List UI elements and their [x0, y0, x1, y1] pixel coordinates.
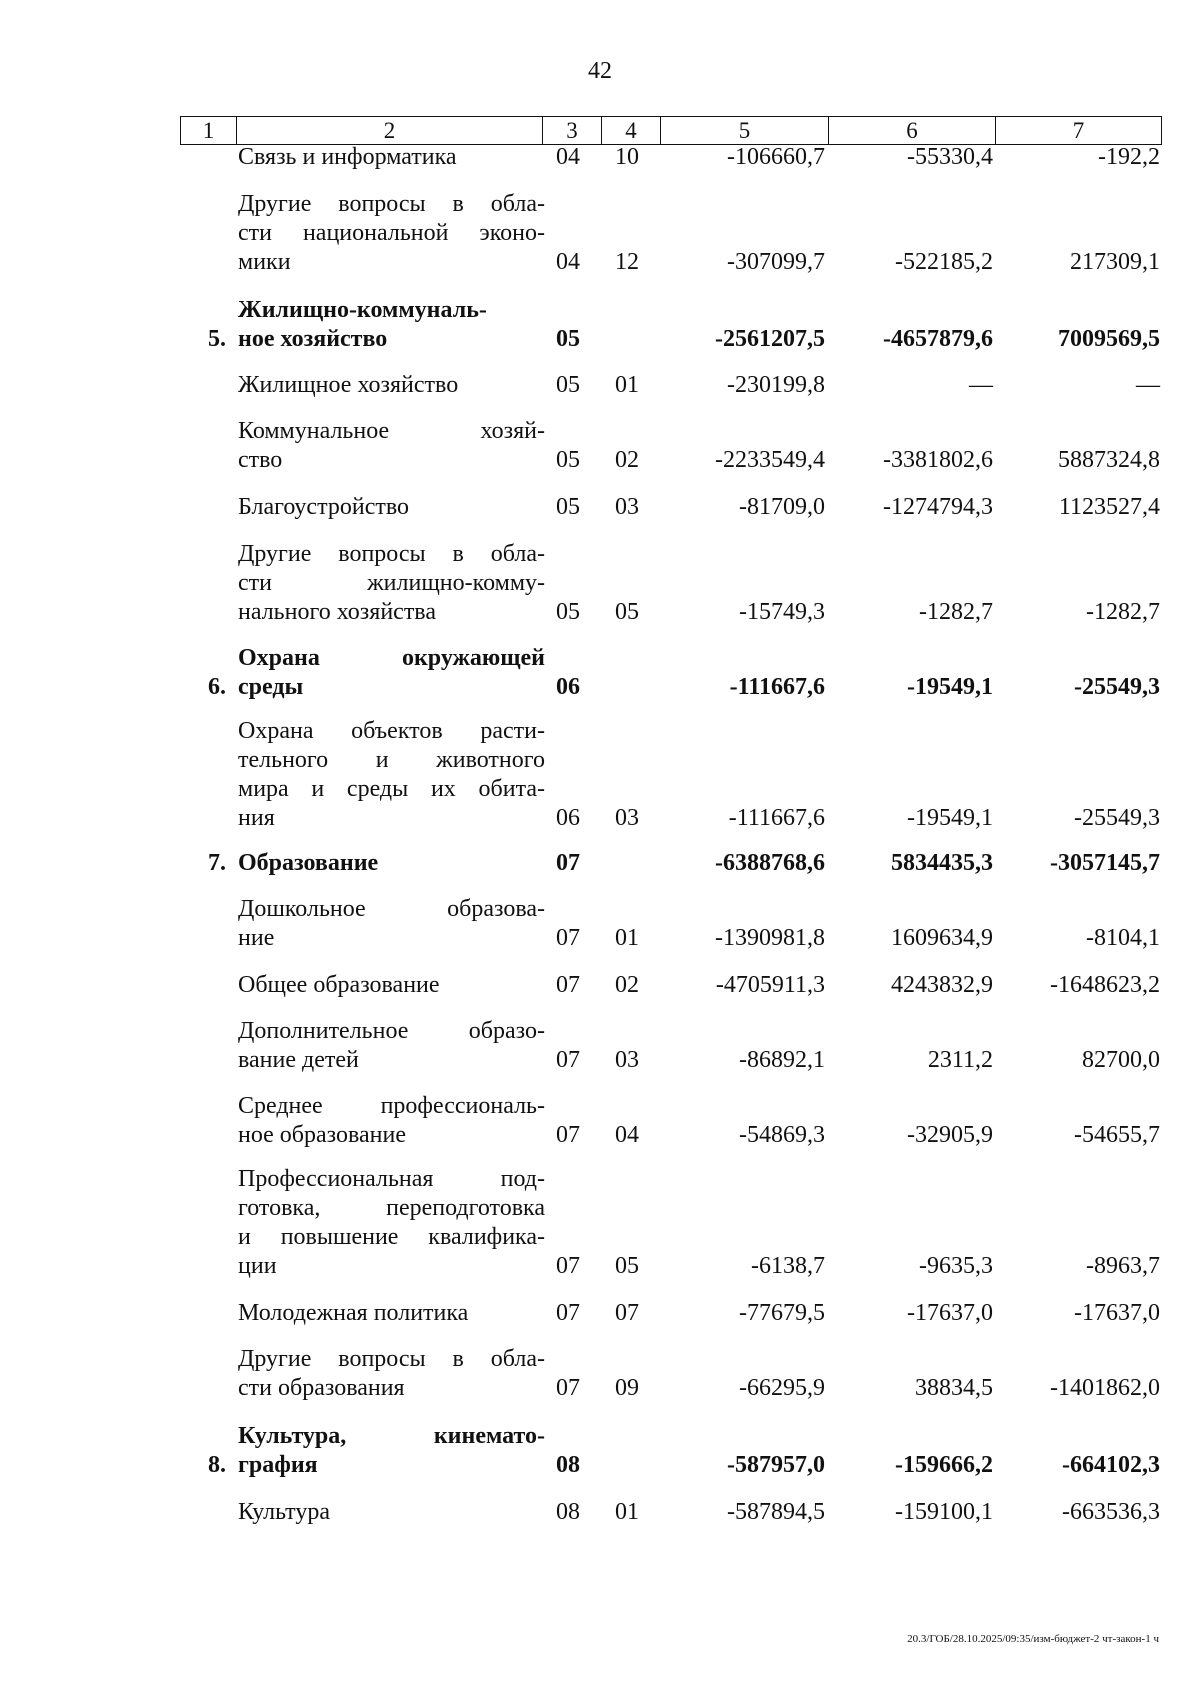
value-col-7: -664102,3: [1062, 1452, 1160, 1478]
column-header-row: [180, 116, 1162, 145]
section-code: 07: [556, 925, 580, 951]
row-name-line: Культура: [238, 1499, 330, 1525]
section-code: 08: [556, 1499, 580, 1525]
row-name: [238, 143, 545, 172]
value-col-6: 5834435,3: [891, 850, 993, 876]
subsection-code: 05: [615, 1253, 639, 1279]
value-col-7: —: [1136, 372, 1160, 398]
row-name-line: ния: [238, 805, 275, 831]
row-name-line: мики: [238, 249, 291, 275]
value-col-7: 217309,1: [1070, 249, 1160, 275]
section-number: 8.: [208, 1452, 226, 1478]
value-col-6: -9635,3: [919, 1253, 993, 1279]
column-header-5: 5: [661, 117, 829, 145]
table-row: [0, 371, 1200, 400]
column-header-2: 2: [237, 117, 543, 145]
table-row: [0, 1498, 1200, 1527]
table-row: [0, 417, 1200, 475]
value-col-6: -1274794,3: [883, 494, 993, 520]
value-col-5: -77679,5: [739, 1300, 825, 1326]
subsection-code: 12: [615, 249, 639, 275]
value-col-5: -1390981,8: [715, 925, 825, 951]
row-name: [238, 644, 545, 702]
footer-document-code: 20.3/ГОБ/28.10.2025/09:35/изм-бюджет-2 чт-закон-1 ч: [907, 1633, 1159, 1645]
section-row: [0, 849, 1200, 878]
table-row: [0, 895, 1200, 953]
column-header-3: 3: [543, 117, 602, 145]
row-name: [238, 417, 545, 475]
row-name: [238, 296, 545, 354]
value-col-5: -6138,7: [751, 1253, 825, 1279]
section-code: 05: [556, 372, 580, 398]
row-name-line: нального хозяйства: [238, 599, 436, 625]
row-name: [238, 371, 545, 400]
value-col-7: 82700,0: [1082, 1047, 1160, 1073]
value-col-5: -2233549,4: [715, 447, 825, 473]
row-name: [238, 1165, 545, 1281]
subsection-code: 03: [615, 1047, 639, 1073]
section-row: [0, 296, 1200, 354]
value-col-5: -86892,1: [739, 1047, 825, 1073]
column-header-1: 1: [181, 117, 237, 145]
value-col-6: -19549,1: [907, 674, 993, 700]
row-name-line: сти жилищно-комму-: [238, 570, 545, 596]
row-name-line: Общее образование: [238, 972, 440, 998]
value-col-6: -17637,0: [907, 1300, 993, 1326]
table-row: [0, 1092, 1200, 1150]
value-col-5: -587894,5: [727, 1499, 825, 1525]
row-name-line: сти образования: [238, 1375, 405, 1401]
value-col-5: -81709,0: [739, 494, 825, 520]
row-name-line: Культура, кинемато-: [238, 1423, 545, 1449]
section-row: [0, 1422, 1200, 1480]
row-name: [238, 1017, 545, 1075]
subsection-code: 04: [615, 1122, 639, 1148]
row-name-line: Жилищное хозяйство: [238, 372, 459, 398]
table-row: [0, 190, 1200, 277]
value-col-5: -111667,6: [729, 674, 825, 700]
row-name-line: Профессиональная под-: [238, 1166, 545, 1192]
table-row: [0, 717, 1200, 833]
section-code: 05: [556, 494, 580, 520]
subsection-code: 01: [615, 925, 639, 951]
table-row: [0, 540, 1200, 627]
value-col-7: -1282,7: [1086, 599, 1160, 625]
row-name: [238, 1422, 545, 1480]
value-col-7: -25549,3: [1074, 805, 1160, 831]
page-number: 42: [588, 58, 612, 84]
section-code: 05: [556, 326, 580, 352]
row-name-line: Благоустройство: [238, 494, 410, 520]
section-code: 07: [556, 1122, 580, 1148]
value-col-6: -3381802,6: [883, 447, 993, 473]
section-code: 07: [556, 972, 580, 998]
table-row: [0, 143, 1200, 172]
column-header-4: 4: [602, 117, 661, 145]
value-col-6: -1282,7: [919, 599, 993, 625]
section-code: 08: [556, 1452, 580, 1478]
value-col-7: -8963,7: [1086, 1253, 1160, 1279]
row-name: [238, 895, 545, 953]
value-col-5: -587957,0: [727, 1452, 825, 1478]
row-name-line: Образование: [238, 850, 379, 876]
section-code: 04: [556, 249, 580, 275]
value-col-6: -19549,1: [907, 805, 993, 831]
section-code: 07: [556, 1047, 580, 1073]
row-name-line: Молодежная политика: [238, 1300, 469, 1326]
value-col-7: -17637,0: [1074, 1300, 1160, 1326]
value-col-5: -307099,7: [727, 249, 825, 275]
section-number: 5.: [208, 326, 226, 352]
row-name-line: ние: [238, 925, 275, 951]
value-col-5: -4705911,3: [715, 972, 825, 998]
section-number: 6.: [208, 674, 226, 700]
value-col-6: -4657879,6: [883, 326, 993, 352]
row-name-line: Охрана окружающей: [238, 645, 545, 671]
value-col-6: 4243832,9: [891, 972, 993, 998]
column-header-7: 7: [996, 117, 1162, 145]
value-col-5: -6388768,6: [715, 850, 825, 876]
value-col-6: -159100,1: [895, 1499, 993, 1525]
section-code: 05: [556, 599, 580, 625]
section-code: 07: [556, 1300, 580, 1326]
section-row: [0, 644, 1200, 702]
row-name-line: Охрана объектов расти-: [238, 718, 545, 744]
subsection-code: 01: [615, 372, 639, 398]
section-code: 06: [556, 805, 580, 831]
row-name: [238, 190, 545, 277]
table-row: [0, 1017, 1200, 1075]
value-col-7: -1648623,2: [1050, 972, 1160, 998]
row-name: [238, 493, 545, 522]
column-header-6: 6: [829, 117, 996, 145]
value-col-5: -54869,3: [739, 1122, 825, 1148]
row-name-line: Другие вопросы в обла-: [238, 1346, 545, 1372]
subsection-code: 09: [615, 1375, 639, 1401]
value-col-6: -159666,2: [895, 1452, 993, 1478]
row-name: [238, 540, 545, 627]
section-code: 07: [556, 850, 580, 876]
value-col-7: -663536,3: [1062, 1499, 1160, 1525]
table-row: [0, 1345, 1200, 1403]
section-code: 07: [556, 1375, 580, 1401]
section-number: 7.: [208, 850, 226, 876]
value-col-5: -111667,6: [728, 805, 825, 831]
value-col-7: -25549,3: [1074, 674, 1160, 700]
subsection-code: 03: [615, 805, 639, 831]
row-name-line: Дополнительное образо-: [238, 1018, 545, 1044]
subsection-code: 05: [615, 599, 639, 625]
table-row: [0, 1165, 1200, 1281]
row-name: [238, 1299, 545, 1328]
row-name-line: ное хозяйство: [238, 326, 388, 352]
row-name-line: ное образование: [238, 1122, 406, 1148]
table-row: [0, 1299, 1200, 1328]
value-col-6: 1609634,9: [891, 925, 993, 951]
row-name-line: Дошкольное образова-: [238, 896, 545, 922]
row-name-line: вание детей: [238, 1047, 359, 1073]
value-col-6: -32905,9: [907, 1122, 993, 1148]
row-name-line: ции: [238, 1253, 277, 1279]
value-col-6: -55330,4: [907, 144, 993, 170]
table-row: [0, 493, 1200, 522]
row-name-line: Жилищно-коммуналь-: [238, 297, 487, 323]
value-col-7: 1123527,4: [1058, 494, 1160, 520]
row-name-line: Другие вопросы в обла-: [238, 191, 545, 217]
row-name-line: Другие вопросы в обла-: [238, 541, 545, 567]
row-name-line: сти национальной эконо-: [238, 220, 545, 246]
subsection-code: 10: [615, 144, 639, 170]
row-name: [238, 1345, 545, 1403]
section-code: 05: [556, 447, 580, 473]
row-name-line: Коммунальное хозяй-: [238, 418, 545, 444]
subsection-code: 03: [615, 494, 639, 520]
row-name: [238, 971, 545, 1000]
row-name-line: и повышение квалифика-: [238, 1224, 545, 1250]
row-name-line: Среднее профессиональ-: [238, 1093, 545, 1119]
subsection-code: 02: [615, 447, 639, 473]
value-col-5: -106660,7: [727, 144, 825, 170]
value-col-5: -230199,8: [727, 372, 825, 398]
row-name: [238, 717, 545, 833]
table-row: [0, 971, 1200, 1000]
subsection-code: 01: [615, 1499, 639, 1525]
value-col-7: -192,2: [1098, 144, 1160, 170]
row-name: [238, 1498, 545, 1527]
value-col-6: 2311,2: [927, 1047, 993, 1073]
value-col-7: -1401862,0: [1050, 1375, 1160, 1401]
subsection-code: 07: [615, 1300, 639, 1326]
subsection-code: 02: [615, 972, 639, 998]
section-code: 07: [556, 1253, 580, 1279]
row-name-line: ство: [238, 447, 283, 473]
row-name-line: графия: [238, 1452, 318, 1478]
value-col-5: -2561207,5: [715, 326, 825, 352]
section-code: 04: [556, 144, 580, 170]
value-col-6: -522185,2: [895, 249, 993, 275]
value-col-5: -66295,9: [739, 1375, 825, 1401]
row-name: [238, 1092, 545, 1150]
value-col-7: -54655,7: [1074, 1122, 1160, 1148]
value-col-6: 38834,5: [915, 1375, 993, 1401]
value-col-7: 5887324,8: [1058, 447, 1160, 473]
row-name-line: готовка, переподготовка: [238, 1195, 545, 1221]
value-col-5: -15749,3: [739, 599, 825, 625]
row-name: [238, 849, 545, 878]
value-col-7: -3057145,7: [1050, 850, 1160, 876]
row-name-line: среды: [238, 674, 304, 700]
value-col-6: —: [969, 372, 993, 398]
value-col-7: 7009569,5: [1058, 326, 1160, 352]
row-name-line: тельного и животного: [238, 747, 545, 773]
section-code: 06: [556, 674, 580, 700]
value-col-7: -8104,1: [1086, 925, 1160, 951]
row-name-line: Связь и информатика: [238, 144, 457, 170]
row-name-line: мира и среды их обита-: [238, 776, 545, 802]
